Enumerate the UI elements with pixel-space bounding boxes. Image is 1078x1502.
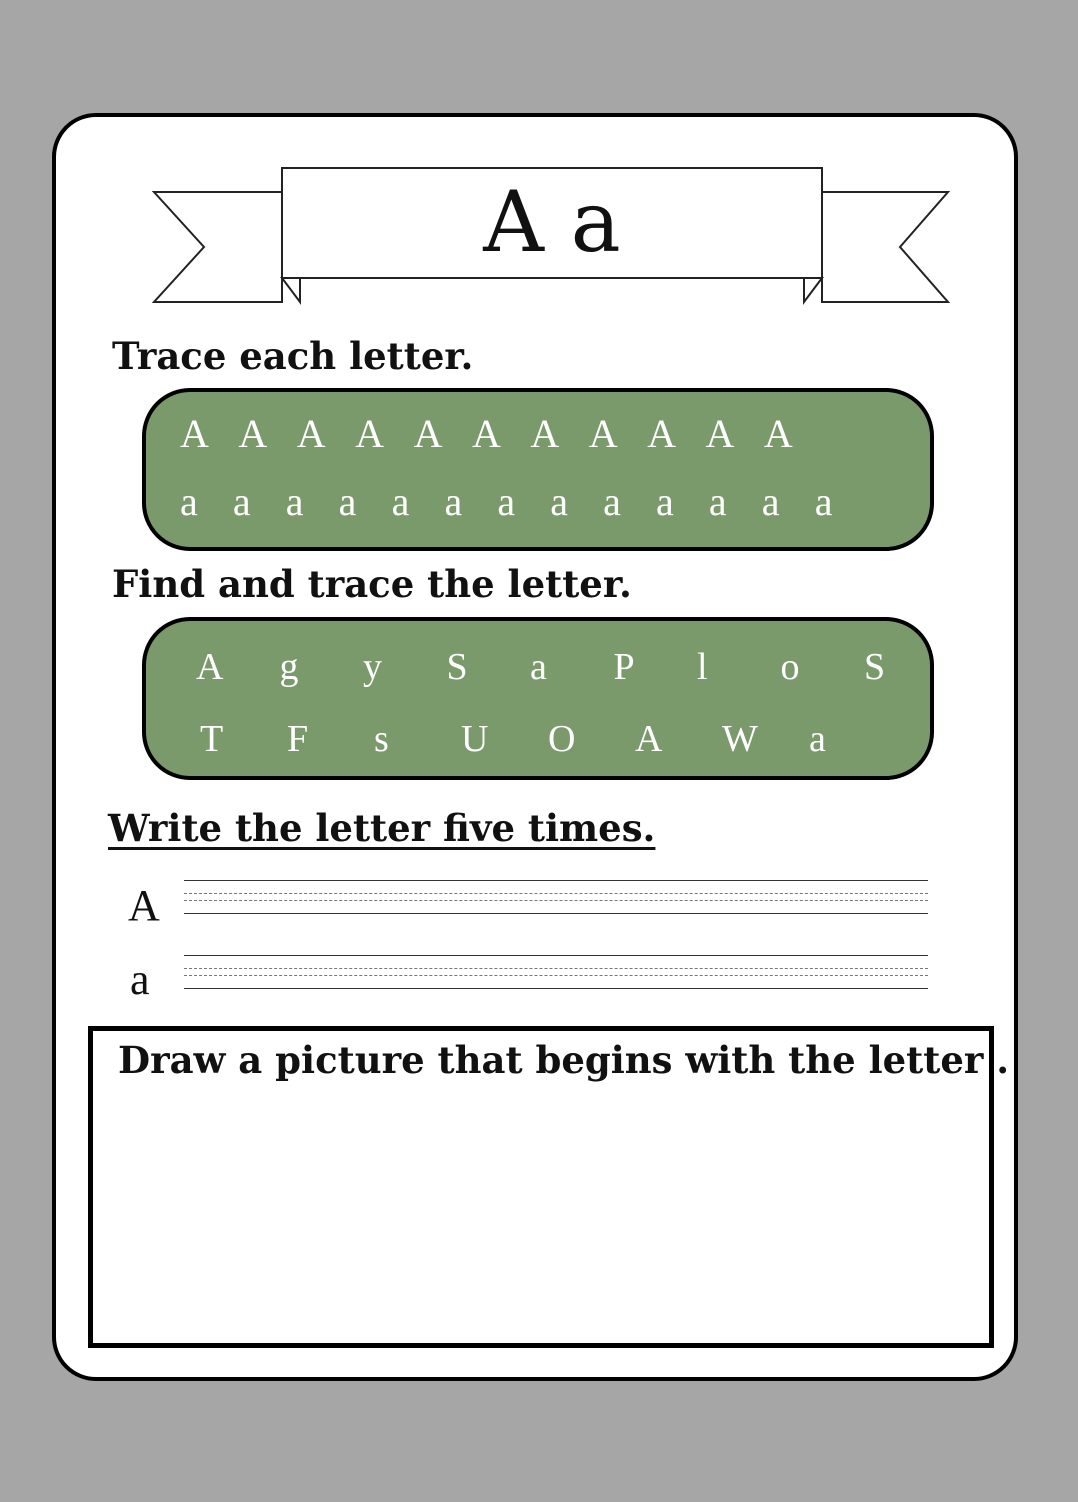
find-heading: Find and trace the letter. bbox=[112, 562, 632, 606]
writing-lines-upper[interactable] bbox=[184, 880, 928, 920]
letter-glyph: A bbox=[588, 411, 618, 456]
letter-glyph: a bbox=[708, 479, 727, 524]
base-line bbox=[184, 988, 928, 989]
letter-glyph: a bbox=[530, 646, 547, 688]
ribbon-left-fold bbox=[282, 278, 300, 302]
top-line bbox=[184, 955, 928, 956]
letter-glyph: F bbox=[287, 718, 309, 760]
letter-glyph: g bbox=[279, 646, 299, 688]
writing-lines-lower[interactable] bbox=[184, 955, 928, 995]
find-row-2 bbox=[200, 717, 896, 761]
letter-glyph: a bbox=[444, 479, 463, 524]
trace-lower-row bbox=[180, 478, 868, 525]
letter-glyph: A bbox=[238, 411, 268, 456]
letter-glyph: W bbox=[722, 718, 758, 760]
letter-glyph: O bbox=[548, 718, 576, 760]
letter-glyph: A bbox=[635, 718, 663, 760]
letter-glyph: a bbox=[603, 479, 621, 524]
trace-upper-row bbox=[180, 410, 822, 457]
ribbon-right-fold bbox=[804, 278, 822, 302]
letter-glyph: A bbox=[530, 411, 560, 456]
mid-line bbox=[184, 968, 928, 969]
letter-glyph: A bbox=[763, 411, 793, 456]
letter-glyph: T bbox=[200, 718, 224, 760]
letter-glyph: a bbox=[761, 479, 780, 524]
mid-line bbox=[184, 893, 928, 894]
mid-line bbox=[184, 900, 928, 901]
ribbon-right-tail bbox=[822, 192, 948, 302]
write-label-upper: A bbox=[128, 881, 160, 930]
base-line bbox=[184, 913, 928, 914]
mid-line bbox=[184, 975, 928, 976]
trace-heading: Trace each letter. bbox=[112, 334, 474, 378]
letter-glyph: a bbox=[391, 479, 410, 524]
letter-glyph: l bbox=[697, 646, 708, 688]
page-title: A a bbox=[483, 173, 621, 271]
letter-glyph: a bbox=[656, 479, 674, 524]
letter-glyph: s bbox=[374, 718, 389, 760]
write-label-lower: a bbox=[130, 955, 150, 1004]
letter-glyph: y bbox=[363, 646, 382, 688]
draw-heading: Draw a picture that begins with the letter . bbox=[118, 1038, 1010, 1082]
letter-glyph: a bbox=[809, 718, 826, 760]
letter-glyph: A bbox=[196, 646, 224, 688]
letter-glyph: A bbox=[471, 411, 501, 456]
letter-glyph: S bbox=[446, 646, 468, 688]
letter-glyph: a bbox=[814, 479, 833, 524]
find-row-1 bbox=[196, 645, 948, 689]
letter-glyph: A bbox=[413, 411, 443, 456]
write-heading: Write the letter five times. bbox=[108, 806, 656, 850]
letter-glyph: S bbox=[864, 646, 886, 688]
letter-glyph: P bbox=[613, 646, 635, 688]
letter-glyph: A bbox=[355, 411, 385, 456]
ribbon-left-tail bbox=[154, 192, 282, 302]
letter-glyph: U bbox=[461, 718, 489, 760]
letter-glyph: A bbox=[180, 411, 209, 456]
letter-glyph: a bbox=[285, 479, 304, 524]
top-line bbox=[184, 880, 928, 881]
letter-glyph: a bbox=[180, 479, 198, 524]
letter-glyph: A bbox=[296, 411, 326, 456]
letter-glyph: a bbox=[232, 479, 251, 524]
letter-glyph: A bbox=[647, 411, 677, 456]
letter-glyph: a bbox=[497, 479, 516, 524]
letter-glyph: o bbox=[780, 646, 800, 688]
letter-glyph: a bbox=[550, 479, 568, 524]
letter-glyph: a bbox=[338, 479, 357, 524]
letter-glyph: A bbox=[705, 411, 735, 456]
